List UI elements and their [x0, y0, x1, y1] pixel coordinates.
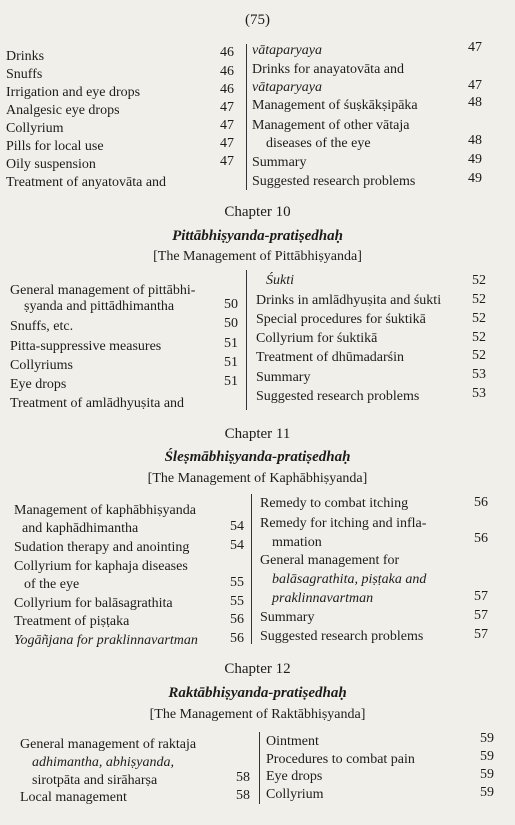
column-divider [246, 44, 247, 190]
chapter-title: Raktābhiṣyanda-pratiṣedhaḥ [168, 685, 347, 701]
chapter-title: Śleṣmābhiṣyanda-pratiṣedhaḥ [164, 449, 351, 465]
toc-page: 55 [230, 594, 244, 609]
toc-entry: Collyrium for kaphaja diseases [14, 559, 188, 574]
toc-page: 59 [480, 749, 494, 764]
chapter-subtitle: [The Management of Raktābhiṣyanda] [149, 707, 366, 722]
column-divider [259, 732, 260, 804]
toc-page: 57 [474, 627, 488, 642]
toc-entry: of the eye [24, 577, 80, 592]
toc-entry: Treatment of piṣṭaka [14, 614, 130, 629]
toc-entry: Sudation therapy and anointing [14, 540, 190, 555]
toc-entry: Suggested research problems [252, 174, 416, 189]
toc-entry: Snuffs, etc. [10, 319, 74, 334]
toc-page: 47 [468, 40, 482, 55]
toc-entry: Treatment of dhūmadarśin [256, 350, 405, 365]
toc-entry: Management of śuṣkākṣipāka [252, 98, 418, 113]
toc-entry: Collyrium [6, 121, 64, 136]
column-divider [246, 270, 247, 410]
page-number: (75) [245, 12, 270, 28]
toc-entry: Snuffs [6, 67, 43, 82]
toc-page: 50 [224, 297, 238, 312]
toc-page: 56 [474, 495, 488, 510]
toc-entry: Analgesic eye drops [6, 103, 120, 118]
toc-page: 49 [468, 152, 482, 167]
toc-page: 52 [472, 292, 486, 307]
toc-entry: adhimantha, abhiṣyanda, [32, 755, 174, 770]
toc-entry: Drinks in amlādhyuṣita and śukti [256, 293, 442, 308]
toc-entry: Collyrium [266, 787, 324, 802]
toc-page: 58 [236, 788, 250, 803]
chapter-subtitle: [The Management of Kaphābhiṣyanda] [147, 471, 368, 486]
toc-page: 57 [474, 589, 488, 604]
toc-page: 56 [230, 631, 244, 646]
toc-entry: Pills for local use [6, 139, 104, 154]
toc-page: 46 [220, 45, 234, 60]
toc-entry: vātaparyaya [252, 43, 322, 58]
toc-page: 53 [472, 386, 486, 401]
chapter-subtitle: [The Management of Pittābhiṣyanda] [153, 249, 362, 264]
toc-entry: Procedures to combat pain [266, 752, 415, 767]
toc-page: 59 [480, 785, 494, 800]
toc-entry: ṣyanda and pittādhimantha [24, 299, 175, 314]
toc-entry: Irrigation and eye drops [6, 85, 141, 100]
toc-page: 59 [480, 731, 494, 746]
toc-entry: Suggested research problems [256, 389, 420, 404]
toc-entry: Yogāñjana for praklinnavartman [14, 633, 198, 648]
toc-entry: balāsagrathita, piṣṭaka and [272, 572, 427, 587]
toc-page: 50 [224, 316, 238, 331]
toc-entry: Pitta-suppressive measures [10, 339, 162, 354]
toc-page: 53 [472, 367, 486, 382]
toc-entry: Special procedures for śuktikā [256, 312, 426, 327]
toc-page: 52 [472, 330, 486, 345]
chapter-title: Pittābhiṣyanda-pratiṣedhaḥ [172, 228, 343, 244]
toc-entry: Eye drops [266, 769, 323, 784]
toc-page: 56 [230, 612, 244, 627]
toc-page: 52 [472, 348, 486, 363]
toc-page: 52 [472, 273, 486, 288]
toc-entry: diseases of the eye [266, 136, 371, 151]
toc-entry: Summary [256, 370, 311, 385]
toc-entry: and kaphādhimantha [22, 521, 139, 536]
toc-entry: Collyrium for śuktikā [256, 331, 378, 346]
toc-entry: Summary [260, 610, 315, 625]
toc-entry: Local management [20, 790, 127, 805]
toc-page: 49 [468, 171, 482, 186]
toc-entry: mmation [272, 535, 322, 550]
toc-page: 58 [236, 770, 250, 785]
toc-entry: General management for [260, 553, 400, 568]
toc-entry: Remedy to combat itching [260, 496, 409, 511]
toc-entry: Suggested research problems [260, 629, 424, 644]
toc-entry: Ointment [266, 734, 319, 749]
toc-page: 57 [474, 608, 488, 623]
toc-page: 48 [468, 95, 482, 110]
toc-page: 54 [230, 538, 244, 553]
toc-entry: Eye drops [10, 377, 67, 392]
toc-page: 46 [220, 82, 234, 97]
toc-entry: Collyrium for balāsagrathita [14, 596, 173, 611]
toc-entry: vātaparyaya [252, 80, 322, 95]
chapter-heading: Chapter 11 [224, 426, 291, 442]
toc-entry: Remedy for itching and infla- [260, 516, 427, 531]
toc-entry: Management of other vātaja [252, 118, 410, 133]
toc-page: 48 [468, 133, 482, 148]
toc-page: 55 [230, 575, 244, 590]
toc-page: 47 [468, 78, 482, 93]
toc-entry: Collyriums [10, 358, 74, 373]
toc-entry: General management of raktaja [20, 737, 197, 752]
chapter-heading: Chapter 10 [224, 204, 291, 220]
toc-page: 51 [224, 336, 238, 351]
toc-page: 51 [224, 355, 238, 370]
toc-entry: sirotpāta and sirāharṣa [32, 773, 158, 788]
toc-entry: praklinnavartman [272, 591, 374, 606]
toc-page: 47 [220, 154, 234, 169]
toc-page: 51 [224, 374, 238, 389]
toc-entry: Drinks for anayatovāta and [252, 62, 404, 77]
toc-entry: Treatment of anyatovāta and [6, 175, 167, 190]
toc-page: 47 [220, 136, 234, 151]
toc-page: 54 [230, 519, 244, 534]
toc-page: 47 [220, 100, 234, 115]
toc-page: 56 [474, 531, 488, 546]
toc-entry: Oily suspension [6, 157, 96, 172]
toc-entry: Summary [252, 155, 307, 170]
toc-entry: Management of kaphābhiṣyanda [14, 503, 196, 518]
toc-entry: Drinks [6, 49, 45, 64]
toc-entry: Śukti [266, 273, 294, 288]
toc-page: 46 [220, 64, 234, 79]
toc-entry: Treatment of amlādhyuṣita and [10, 396, 185, 411]
toc-page: 47 [220, 118, 234, 133]
chapter-heading: Chapter 12 [224, 661, 291, 677]
toc-page: 52 [472, 311, 486, 326]
column-divider [251, 494, 252, 644]
toc-entry: General management of pittābhi- [10, 283, 196, 298]
toc-page: 59 [480, 767, 494, 782]
